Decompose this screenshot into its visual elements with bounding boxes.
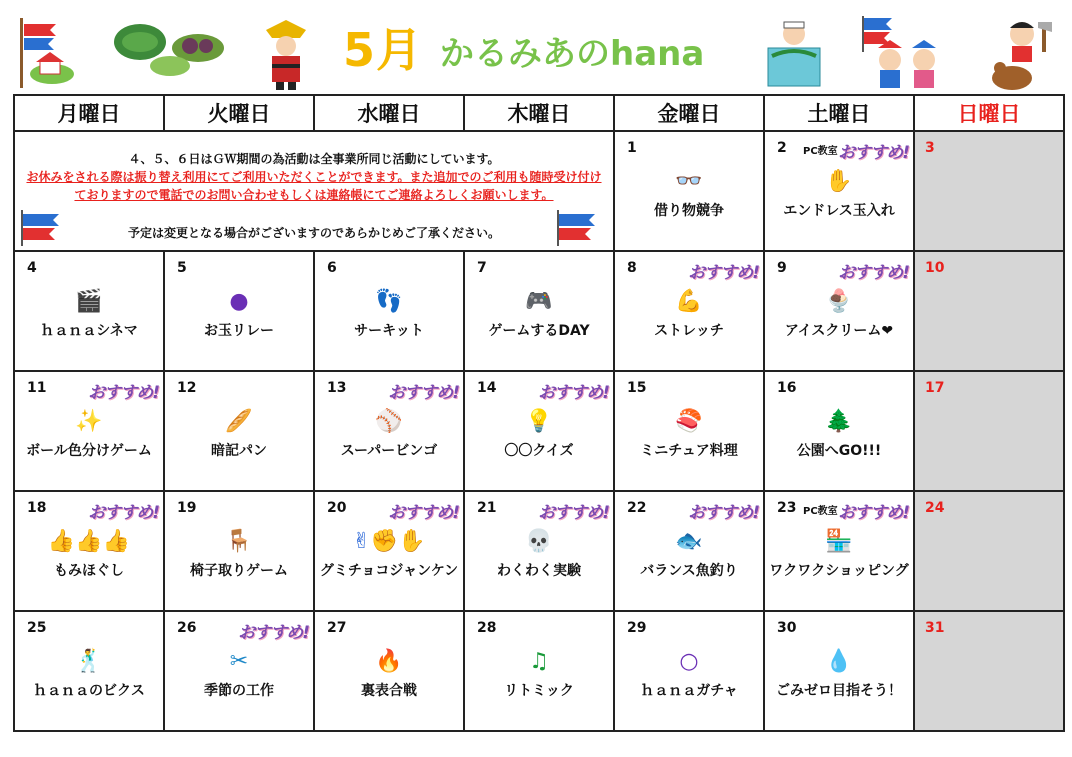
ice-cream-icon: 🍨 (825, 289, 853, 314)
date-number: 26 (177, 620, 197, 636)
date-number: 8 (627, 260, 637, 276)
activity-label: ｈａｎａシネマ (40, 323, 138, 339)
weekday-header: 水曜日 (314, 95, 464, 131)
day-cell (14, 371, 164, 491)
hand-icon: ✋ (825, 169, 853, 194)
day-cell (764, 131, 914, 251)
koinobori-right-icon (555, 208, 609, 248)
title-month: 5月 (343, 23, 424, 77)
fish-icon: 🐟 (675, 529, 703, 554)
weekday-header: 火曜日 (164, 95, 314, 131)
skull-icon: 💀 (525, 529, 553, 554)
day-cell-sunday (914, 611, 1064, 731)
chair-icon: 🪑 (225, 529, 253, 554)
recommended-badge: おすすめ! (238, 623, 309, 643)
scissors-icon: ✂ (229, 649, 249, 674)
date-number: 5 (177, 260, 187, 276)
recommended-badge: おすすめ! (88, 383, 159, 403)
week-row (14, 131, 1064, 251)
sushi-icon: 🍣 (675, 409, 703, 434)
recommended-badge: おすすめ! (838, 503, 909, 523)
shop-icon: 🏪 (825, 529, 853, 554)
day-cell (764, 371, 914, 491)
recommended-badge: おすすめ! (688, 503, 759, 523)
date-number: 19 (177, 500, 197, 516)
day-cell (764, 251, 914, 371)
date-number: 15 (627, 380, 647, 396)
date-number: 12 (177, 380, 197, 396)
activity-label: グミチョコジャンケン (319, 563, 459, 579)
weekday-header: 木曜日 (464, 95, 614, 131)
date-number: 25 (27, 620, 47, 636)
recommended-badge: おすすめ! (388, 503, 459, 523)
dancer-icon: 🕺 (75, 649, 103, 674)
notice-line-3: 予定は変更となる場合がございますのであらかじめご了承ください。 (127, 226, 500, 240)
day-cell (464, 611, 614, 731)
date-number: 4 (27, 260, 37, 276)
activity-label: 公園へGO!!! (796, 443, 882, 459)
kintaro-bear-illustration (990, 16, 1056, 92)
week-row (14, 251, 1064, 371)
notice-line-1: ４、５、６日はＧＷ期間の為活動は全事業所同じ活動にしています。 (128, 152, 500, 166)
music-note-icon: ♫ (529, 649, 549, 674)
activity-label: ｈａｎａガチャ (640, 683, 738, 699)
kashiwa-mochi-illustration (110, 20, 240, 78)
weekday-header-sunday: 日曜日 (914, 95, 1064, 131)
activity-label: リトミック (504, 683, 574, 699)
date-number: 27 (327, 620, 347, 636)
footprints-icon: 👣 (375, 289, 403, 314)
date-number: 7 (477, 260, 487, 276)
date-number: 30 (777, 620, 797, 636)
day-cell (314, 251, 464, 371)
recommended-badge: おすすめ! (388, 383, 459, 403)
muscle-icon: 💪 (675, 289, 703, 314)
week-row (14, 491, 1064, 611)
recommended-badge: おすすめ! (838, 143, 909, 163)
recommended-badge: おすすめ! (688, 263, 759, 283)
day-cell (614, 611, 764, 731)
activity-label: ボール色分けゲーム (26, 443, 152, 459)
title-name: かるみあのhana (440, 34, 705, 74)
activity-label: バランス魚釣り (640, 563, 738, 579)
activity-label: ストレッチ (654, 323, 724, 339)
pc-class-label: PC教室 (803, 146, 838, 157)
bingo-ball-icon: ⚾ (375, 409, 403, 434)
day-cell-sunday (914, 251, 1064, 371)
date-number: 14 (477, 380, 497, 396)
recommended-badge: おすすめ! (88, 503, 159, 523)
activity-label: 借り物競争 (654, 203, 724, 219)
activity-label: ワクワクショッピング (769, 563, 909, 579)
activity-label: サーキット (354, 323, 424, 339)
date-number: 17 (925, 380, 945, 396)
day-cell (314, 371, 464, 491)
day-cell (14, 611, 164, 731)
date-number: 11 (27, 380, 47, 396)
date-number: 18 (27, 500, 47, 516)
weekday-header: 月曜日 (14, 95, 164, 131)
date-number: 1 (627, 140, 637, 156)
activity-label: 〇〇クイズ (504, 443, 574, 459)
activity-label: わくわく実験 (497, 563, 581, 579)
date-number: 6 (327, 260, 337, 276)
day-cell-sunday (914, 131, 1064, 251)
drop-icon: 💧 (825, 649, 853, 674)
bread-icon: 🥖 (225, 409, 253, 434)
date-number: 3 (925, 140, 935, 156)
ball-icon: ● (229, 289, 249, 314)
activity-label: ｈａｎａのビクス (33, 683, 145, 699)
fire-icon: 🔥 (375, 649, 403, 674)
activity-label: アイスクリーム❤ (784, 323, 894, 339)
sparkle-icon: ✨ (75, 409, 103, 434)
day-cell (164, 491, 314, 611)
kids-bath-illustration (762, 16, 826, 90)
day-cell-sunday (914, 491, 1064, 611)
date-number: 21 (477, 500, 497, 516)
week-row (14, 611, 1064, 731)
day-cell (614, 491, 764, 611)
glasses-icon: 👓 (675, 169, 703, 194)
day-cell (464, 371, 614, 491)
activity-label: スーパービンゴ (340, 443, 438, 459)
day-cell (14, 251, 164, 371)
date-number: 10 (925, 260, 945, 276)
activity-label: ゲームするDAY (488, 323, 590, 339)
header (0, 0, 1072, 94)
light-bulb-icon: 💡 (525, 409, 553, 434)
activity-label: ごみゼロ目指そう！ (776, 683, 902, 699)
day-cell (464, 491, 614, 611)
day-cell (614, 371, 764, 491)
activity-label: 季節の工作 (204, 683, 274, 699)
day-cell (164, 371, 314, 491)
activity-label: 裏表合戦 (361, 683, 417, 699)
recommended-badge: おすすめ! (538, 383, 609, 403)
day-cell (164, 251, 314, 371)
day-cell (614, 131, 764, 251)
gamepad-icon: 🎮 (525, 289, 553, 314)
day-cell (764, 611, 914, 731)
day-cell (14, 491, 164, 611)
activity-label: お玉リレー (204, 323, 274, 339)
recommended-badge: おすすめ! (538, 503, 609, 523)
date-number: 31 (925, 620, 945, 636)
activity-label: ミニチュア料理 (640, 443, 738, 459)
clapperboard-icon: 🎬 (75, 289, 103, 314)
date-number: 2 (777, 140, 787, 156)
day-cell (614, 251, 764, 371)
date-number: 9 (777, 260, 787, 276)
date-number: 28 (477, 620, 497, 636)
koinobori-left-icon (19, 208, 73, 248)
weekday-header: 土曜日 (764, 95, 914, 131)
pc-class-label: PC教室 (803, 506, 838, 517)
calendar-table (13, 94, 1065, 732)
notice-cell (14, 131, 614, 251)
recommended-badge: おすすめ! (838, 263, 909, 283)
activity-label: 椅子取りゲーム (190, 563, 288, 579)
date-number: 20 (327, 500, 347, 516)
day-cell (314, 611, 464, 731)
day-cell (464, 251, 614, 371)
circle-icon: ○ (679, 649, 699, 674)
date-number: 16 (777, 380, 797, 396)
date-number: 22 (627, 500, 647, 516)
day-cell (164, 611, 314, 731)
samurai-armor-illustration (256, 16, 316, 90)
hands-icon: ✌✊✋ (352, 529, 426, 554)
day-cell (764, 491, 914, 611)
notice-line-2: お休みをされる際は振り替え利用にてご利用いただくことができます。また追加でのご利用も随時受け付けておりますので電話でのお問い合わせもしくは連絡帳にてご連絡よろしくお願いします。 (26, 170, 602, 202)
weekday-header: 金曜日 (614, 95, 764, 131)
activity-label: もみほぐし (54, 563, 124, 579)
weekday-header-row (14, 95, 1064, 131)
kids-flags-illustration (852, 14, 952, 92)
date-number: 29 (627, 620, 647, 636)
park-icon: 🌲 (825, 409, 853, 434)
date-number: 23 (777, 500, 797, 516)
date-number: 24 (925, 500, 945, 516)
koinobori-house-illustration (16, 14, 76, 92)
notice-box (15, 132, 613, 250)
date-number: 13 (327, 380, 347, 396)
activity-label: エンドレス玉入れ (783, 203, 895, 219)
activity-label: 暗記パン (211, 443, 267, 459)
day-cell (314, 491, 464, 611)
thumbs-up-icon: 👍👍👍 (47, 529, 131, 554)
week-row (14, 371, 1064, 491)
day-cell-sunday (914, 371, 1064, 491)
